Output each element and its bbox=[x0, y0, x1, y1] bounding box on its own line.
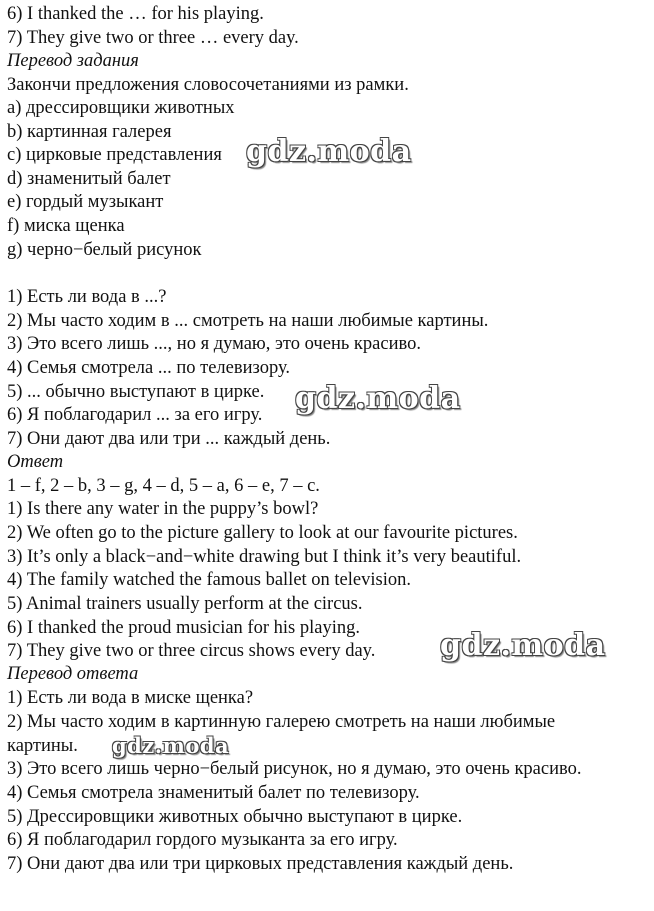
text-line: 6) I thanked the proud musician for his playing. bbox=[7, 618, 360, 638]
section-heading: Перевод ответа bbox=[7, 664, 139, 684]
text-line: 1) Есть ли вода в миске щенка? bbox=[7, 688, 254, 708]
text-line: 7) They give two or three … every day. bbox=[7, 28, 299, 48]
watermark-logo: gdz.moda bbox=[246, 134, 412, 169]
text-line: 5) Animal trainers usually perform at the circus. bbox=[7, 594, 363, 614]
text-line: c) цирковые представления bbox=[7, 145, 222, 165]
text-line: d) знаменитый балет bbox=[7, 169, 171, 189]
text-line: 5) Дрессировщики животных обычно выступают в цирке. bbox=[7, 807, 463, 827]
text-line: 2) Мы часто ходим в ... смотреть на наши любимые картины. bbox=[7, 311, 489, 331]
text-line: 6) I thanked the … for his playing. bbox=[7, 4, 264, 24]
watermark-logo: gdz.moda bbox=[295, 381, 461, 416]
text-line: f) миска щенка bbox=[7, 216, 125, 236]
text-line: 4) Семья смотрела ... по телевизору. bbox=[7, 358, 290, 378]
text-line: 1) Is there any water in the puppy’s bowl? bbox=[7, 499, 319, 519]
text-line: 1 – f, 2 – b, 3 – g, 4 – d, 5 – a, 6 – e, 7 – c. bbox=[7, 476, 320, 496]
text-line: картины. bbox=[7, 736, 78, 756]
text-line: 3) Это всего лишь ..., но я думаю, это очень красиво. bbox=[7, 334, 421, 354]
text-line: 2) We often go to the picture gallery to look at our favourite pictures. bbox=[7, 523, 518, 543]
text-line: 3) Это всего лишь черно−белый рисунок, но я думаю, это очень красиво. bbox=[7, 759, 582, 779]
text-line: 7) Они дают два или три цирковых представления каждый день. bbox=[7, 854, 514, 874]
section-heading: Ответ bbox=[7, 452, 64, 472]
text-line: a) дрессировщики животных bbox=[7, 98, 235, 118]
section-heading: Перевод задания bbox=[7, 51, 139, 71]
watermark-logo: gdz.moda bbox=[440, 628, 606, 663]
text-line: 4) The family watched the famous ballet on television. bbox=[7, 570, 411, 590]
text-line: 7) They give two or three circus shows every day. bbox=[7, 641, 376, 661]
text-line: 7) Они дают два или три ... каждый день. bbox=[7, 429, 331, 449]
watermark-logo: gdz.moda bbox=[112, 733, 230, 758]
text-line: 6) Я поблагодарил ... за его игру. bbox=[7, 405, 263, 425]
text-line: Закончи предложения словосочетаниями из рамки. bbox=[7, 75, 409, 95]
text-line: 4) Семья смотрела знаменитый балет по телевизору. bbox=[7, 783, 420, 803]
text-line: b) картинная галерея bbox=[7, 122, 172, 142]
text-line: 5) ... обычно выступают в цирке. bbox=[7, 382, 265, 402]
text-line: 2) Мы часто ходим в картинную галерею смотреть на наши любимые bbox=[7, 712, 556, 732]
text-line: 6) Я поблагодарил гордого музыканта за его игру. bbox=[7, 830, 398, 850]
text-line: g) черно−белый рисунок bbox=[7, 240, 202, 260]
text-line: 3) It’s only a black−and−white drawing but I think it’s very beautiful. bbox=[7, 547, 522, 567]
text-line: 1) Есть ли вода в ...? bbox=[7, 287, 167, 307]
text-line: e) гордый музыкант bbox=[7, 192, 164, 212]
